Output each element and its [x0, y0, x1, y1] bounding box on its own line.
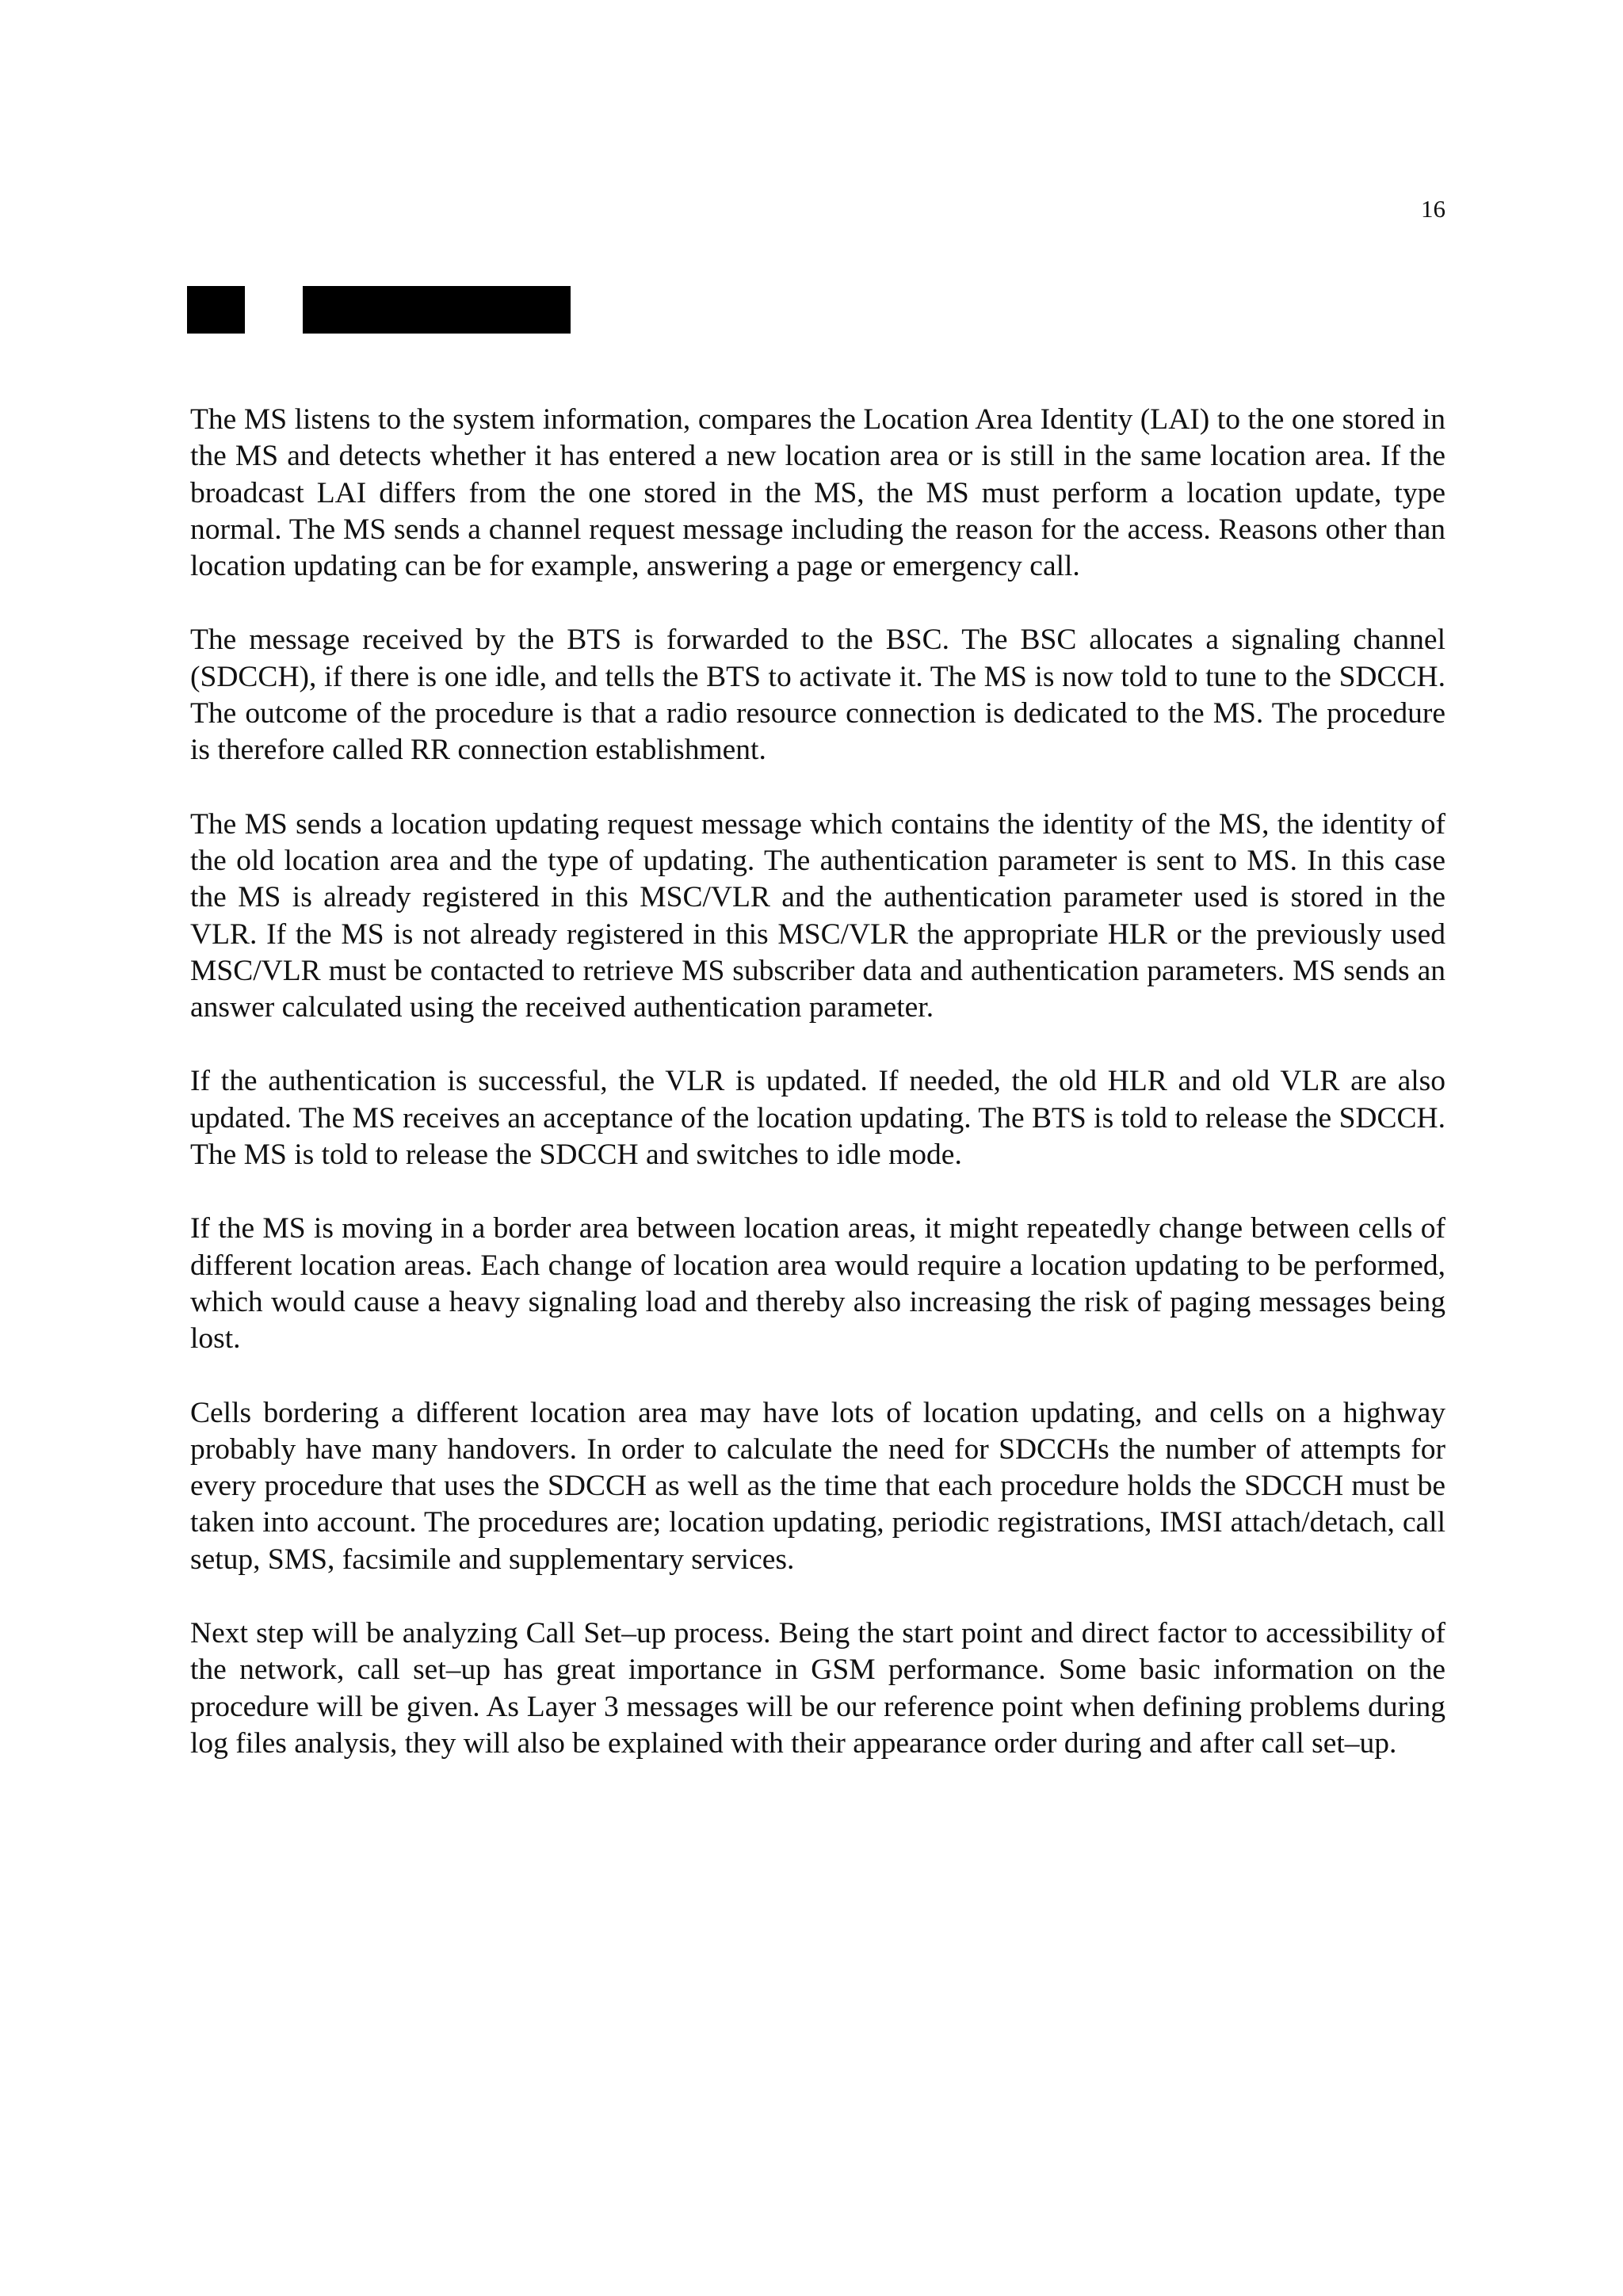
paragraph-location-updating-request: The MS sends a location updating request message which contains the identity of the MS, the identity of the old location area and the type of updating. The authentication parameter is sent to MS. In this case the MS is already registered in this MSC/VLR and the authentication parameter used is stored in the VLR. If the MS is not already registered in this MSC/VLR the appropriate HLR or the previously used MSC/VLR must be contacted to retrieve MS subscriber data and authentication parameters. MS sends an answer calculated using the received authentication parameter.: [190, 807, 1445, 1024]
paragraph-call-setup: Next step will be analyzing Call Set–up process. Being the start point and direct factor to accessibility of the network, call set–up has great importance in GSM performance. Some basic information on the procedure will be given. As Layer 3 messages will be our reference point when defining problems during log files analysis, they will also be explained with their appearance order during and after call set–up.: [190, 1617, 1445, 1760]
paragraph-border-area: If the MS is moving in a border area between location areas, it might repeatedly change between cells of different location areas. Each change of location area would require a location updating to be performed, which would cause a heavy signaling load and thereby also increasing the risk of paging messages being lost.: [190, 1212, 1445, 1356]
page-number: 16: [1421, 195, 1445, 223]
redacted-section-title: [303, 286, 571, 334]
paragraph-rr-connection: The message received by the BTS is forwarded to the BSC. The BSC allocates a signaling channel (SDCCH), if there is one idle, and tells the BTS to activate it. The MS is now told to tune to the SDCCH. The outcome of the procedure is that a radio resource connection is dedicated to the MS. The procedure is therefore called RR connection establishment.: [190, 624, 1445, 767]
paragraph-location-area-identity: The MS listens to the system information, compares the Location Area Identity (LAI) to the one stored in the MS and detects whether it has entered a new location area or is still in the same location area. If the broadcast LAI differs from the one stored in the MS, the MS must perform a location update, type normal. The MS sends a channel request message including the reason for the access. Reasons other than location updating can be for example, answering a page or emergency call.: [190, 403, 1445, 583]
paragraph-authentication-success: If the authentication is successful, the VLR is updated. If needed, the old HLR and old VLR are also updated. The MS receives an acceptance of the location updating. The BTS is told to release the SDCCH. The MS is told to release the SDCCH and switches to idle mode.: [190, 1065, 1445, 1172]
body-text: [190, 402, 1445, 1799]
redacted-section-number: [187, 286, 245, 334]
paragraph-sdcch-need: Cells bordering a different location area may have lots of location updating, and cells on a highway probably have many handovers. In order to calculate the need for SDCCHs the number of attempts for every procedure that uses the SDCCH as well as the time that each procedure holds the SDCCH must be taken into account. The procedures are; location updating, periodic registrations, IMSI attach/detach, call setup, SMS, facsimile and supplementary services.: [190, 1396, 1445, 1576]
